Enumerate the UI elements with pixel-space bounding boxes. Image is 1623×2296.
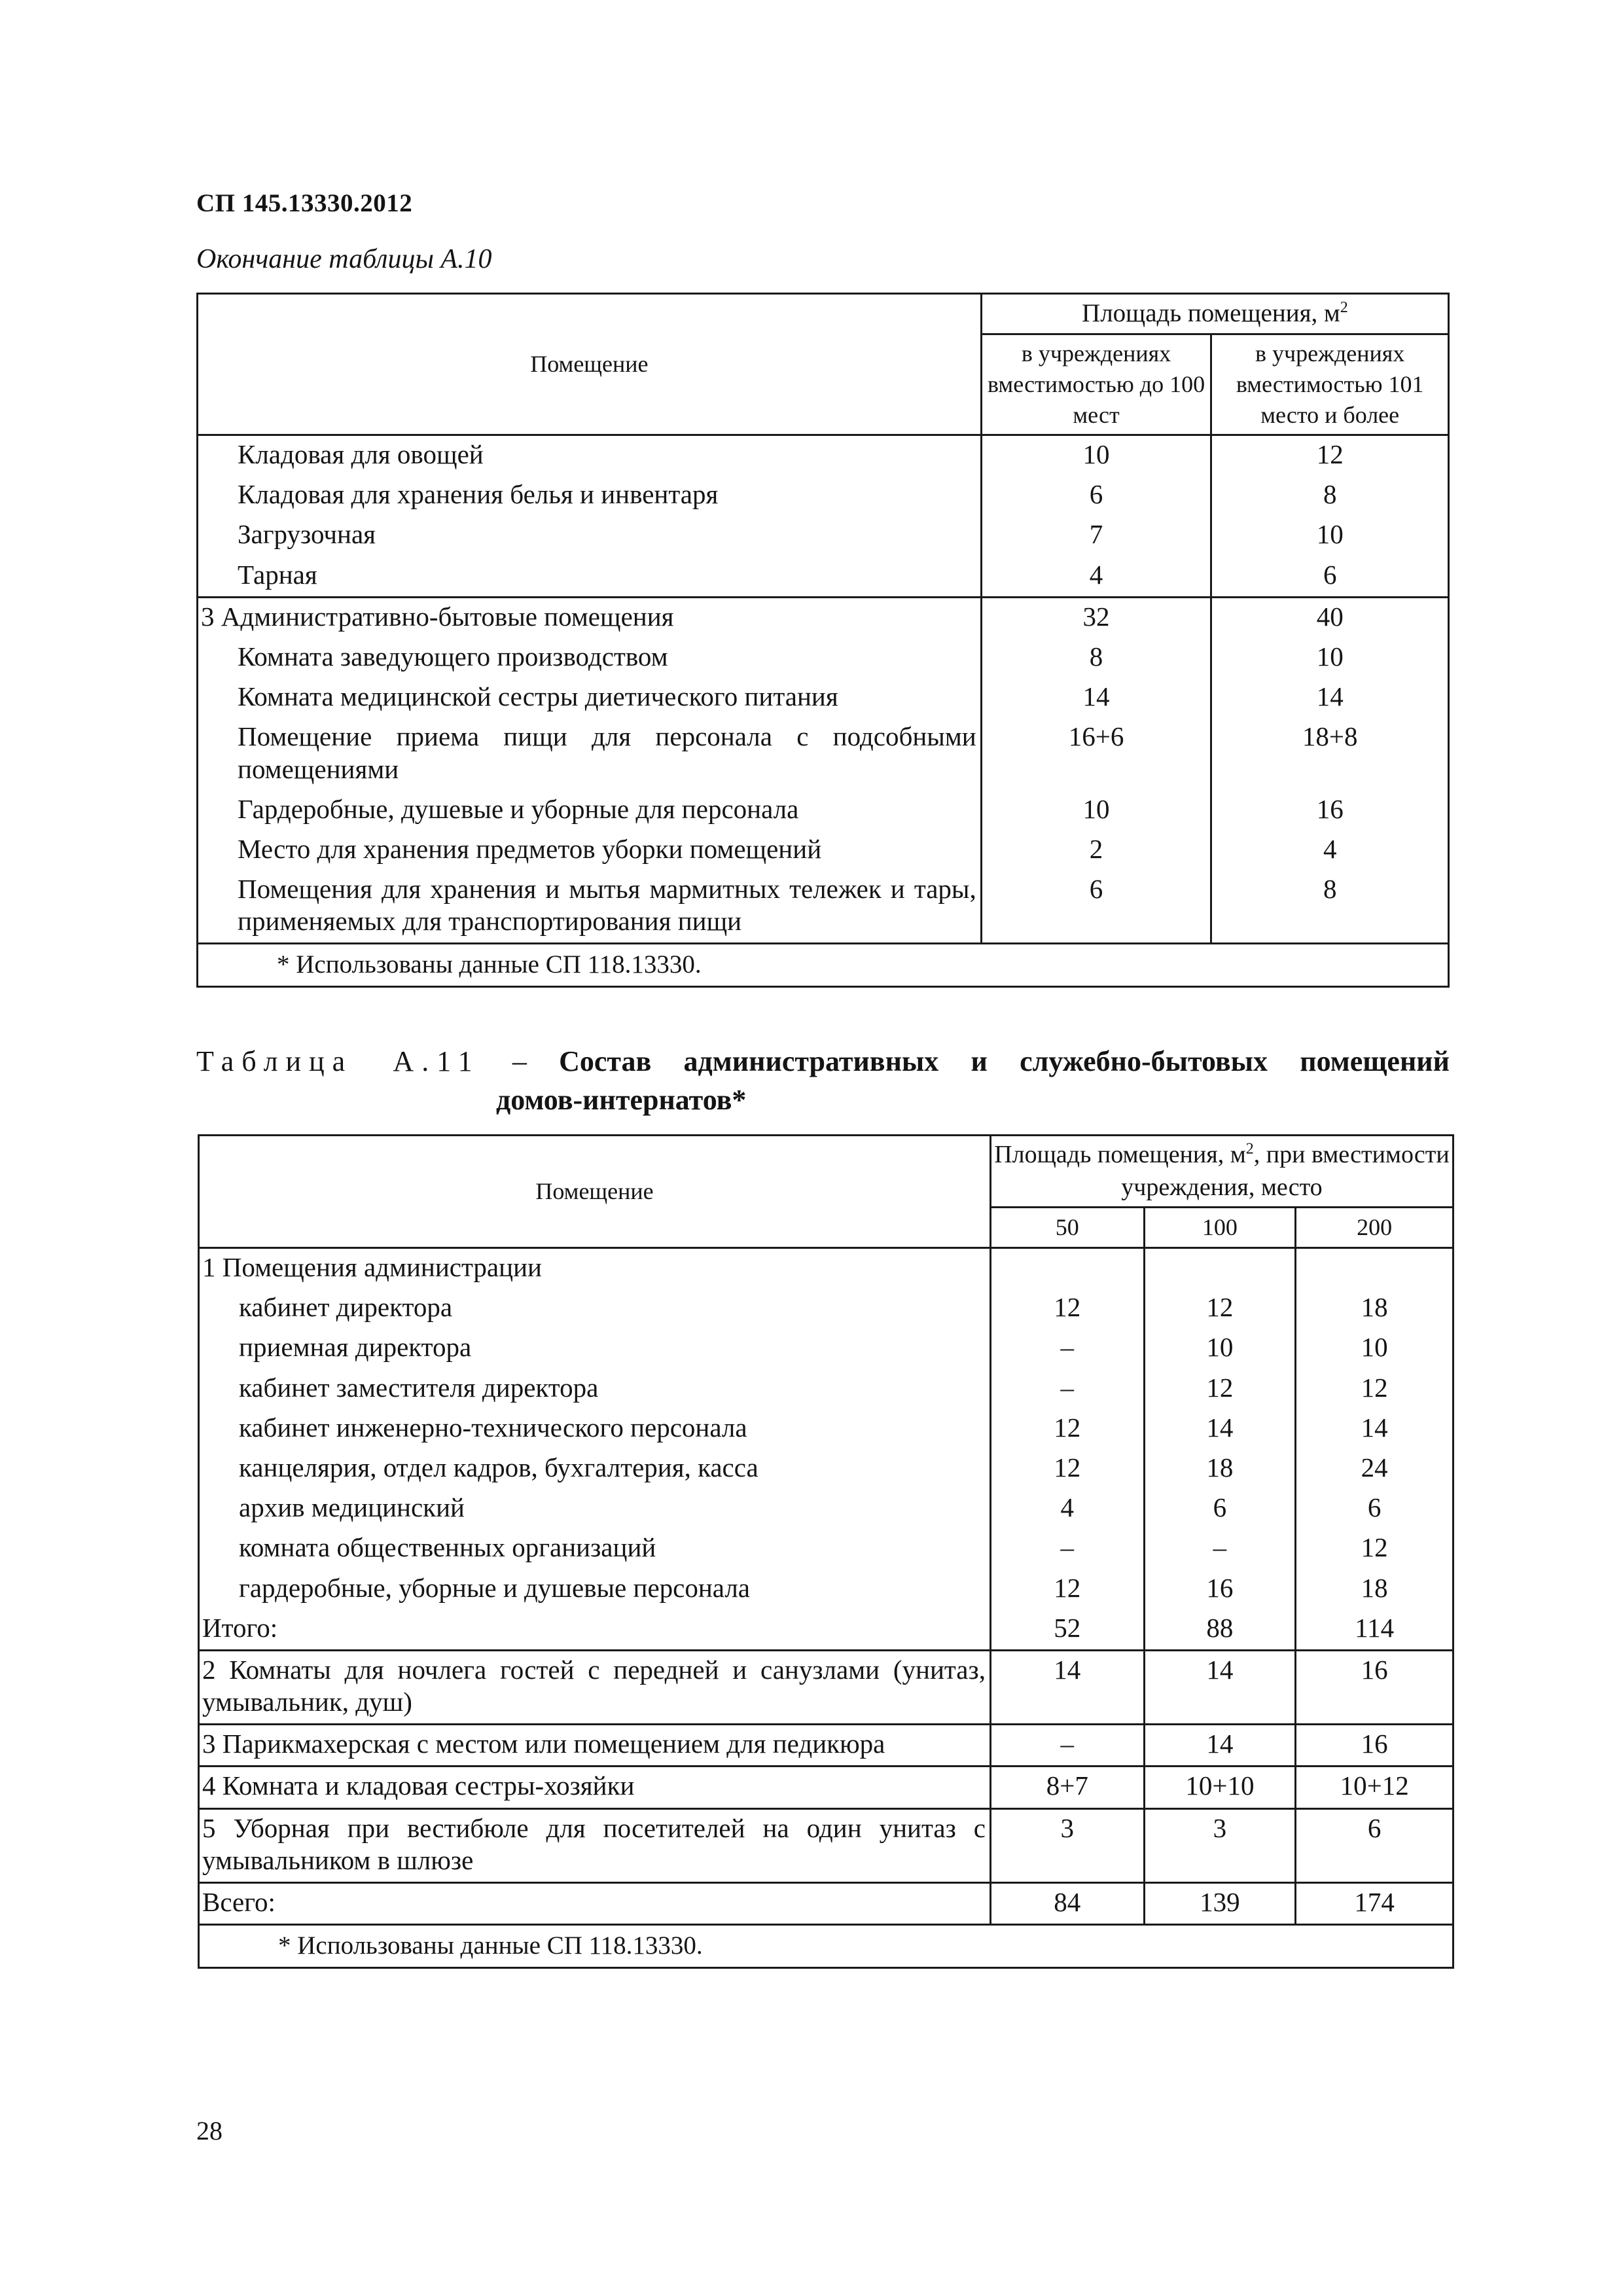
cell-large: 10: [1211, 638, 1449, 678]
table-row: [199, 1489, 1454, 1529]
table-a10: [196, 293, 1450, 988]
cell-50: 4: [990, 1489, 1144, 1529]
row-name: 5 Уборная при вестибюле для посетителей на один унитаз с умывальником в шлюзе: [199, 1808, 991, 1882]
header-room: Помещение: [198, 294, 982, 435]
row-name: 2 Комнаты для ночлега гостей с передней и санузлами (унитаз, умывальник, душ): [199, 1650, 991, 1724]
row-name: приемная директора: [199, 1329, 991, 1369]
row-name: Помещения для хранения и мытья мармитных тележек и тары, применяемых для транспортирования пищи: [198, 870, 982, 944]
header-area-group: Площадь помещения, $м^2$: [981, 294, 1448, 334]
table-row: [199, 1329, 1454, 1369]
cell-small: 10: [981, 435, 1211, 476]
cell-100: 10: [1144, 1329, 1296, 1369]
table-row: [198, 831, 1449, 870]
cell-small: 16+6: [981, 718, 1211, 790]
table-row: [198, 556, 1449, 598]
row-name: 3 Парикмахерская с местом или помещением для педикюра: [199, 1725, 991, 1767]
cell-small: 14: [981, 678, 1211, 718]
cell-50: –: [990, 1725, 1144, 1767]
row-name: Гардеробные, душевые и уборные для персонала: [198, 791, 982, 831]
cell-200: 18: [1296, 1570, 1454, 1609]
table-row: [199, 1369, 1454, 1409]
table-row: [199, 1248, 1454, 1289]
table-row: [199, 1529, 1454, 1569]
cell-100: 10+10: [1144, 1767, 1296, 1808]
table-footnote: * Использованы данные СП 118.13330.: [199, 1925, 1454, 1968]
cell-200: 12: [1296, 1529, 1454, 1569]
row-name: Место для хранения предметов уборки помещений: [198, 831, 982, 870]
cell-200: 10+12: [1296, 1767, 1454, 1808]
cell-100: 18: [1144, 1449, 1296, 1489]
cell-50: 12: [990, 1409, 1144, 1449]
header-capacity-50: 50: [990, 1208, 1144, 1248]
row-name: Итого:: [199, 1609, 991, 1651]
header-capacity-100: 100: [1144, 1208, 1296, 1248]
table-row: [199, 1570, 1454, 1609]
document-code: СП 145.13330.2012: [196, 189, 413, 217]
table-row: [198, 791, 1449, 831]
cell-50: 14: [990, 1650, 1144, 1724]
cell-50: –: [990, 1329, 1144, 1369]
table-row: [198, 597, 1449, 638]
table-row-subtotal: [199, 1609, 1454, 1651]
cell-50: 12: [990, 1570, 1144, 1609]
cell-large: 4: [1211, 831, 1449, 870]
row-name: Помещение приема пищи для персонала с подсобными помещениями: [198, 718, 982, 790]
cell-100: 88: [1144, 1609, 1296, 1651]
table-row: [198, 516, 1449, 556]
table-row: [198, 476, 1449, 516]
cell-50: –: [990, 1529, 1144, 1569]
row-name: 1 Помещения администрации: [199, 1248, 991, 1289]
cell-large: 12: [1211, 435, 1449, 476]
caption-title: Состав административных и служебно-бытовых помещений: [559, 1045, 1450, 1077]
table-row: [199, 1808, 1454, 1882]
cell-200: 114: [1296, 1609, 1454, 1651]
header-capacity-large: в учреждениях вместимостью 101 место и более: [1211, 334, 1449, 435]
cell-200: 16: [1296, 1650, 1454, 1724]
cell-large: 8: [1211, 870, 1449, 944]
header-room: Помещение: [199, 1136, 991, 1248]
table-row: [198, 435, 1449, 476]
cell-200: 12: [1296, 1369, 1454, 1409]
table-row: [199, 1650, 1454, 1724]
cell-large: 6: [1211, 556, 1449, 598]
cell-100: 14: [1144, 1725, 1296, 1767]
unit-superscript: 2: [1340, 299, 1348, 317]
table-row: [199, 1725, 1454, 1767]
cell-small: 10: [981, 791, 1211, 831]
caption-label: Таблица А.11: [196, 1045, 480, 1077]
cell-200: 6: [1296, 1489, 1454, 1529]
cell-50: 12: [990, 1289, 1144, 1329]
table-row: [199, 1289, 1454, 1329]
cell-large: 40: [1211, 597, 1449, 638]
cell-200: 6: [1296, 1808, 1454, 1882]
table-row: [198, 678, 1449, 718]
header-capacity-small: в учреждениях вместимостью до 100 мест: [981, 334, 1211, 435]
cell-50: –: [990, 1369, 1144, 1409]
row-name: Загрузочная: [198, 516, 982, 556]
row-name: архив медицинский: [199, 1489, 991, 1529]
page-number: 28: [196, 2116, 223, 2145]
row-name: кабинет директора: [199, 1289, 991, 1329]
table-row-total: [199, 1883, 1454, 1925]
header-area-group: Площадь помещения, $м^2$, при вместимости учреждения, место: [990, 1136, 1453, 1208]
row-name: Всего:: [199, 1883, 991, 1925]
cell-100: 3: [1144, 1808, 1296, 1882]
cell-100: 14: [1144, 1409, 1296, 1449]
cell-200: 10: [1296, 1329, 1454, 1369]
cell-100: 6: [1144, 1489, 1296, 1529]
cell-small: 32: [981, 597, 1211, 638]
cell-small: 8: [981, 638, 1211, 678]
row-name: кабинет заместителя директора: [199, 1369, 991, 1409]
row-name: гардеробные, уборные и душевые персонала: [199, 1570, 991, 1609]
cell-small: 4: [981, 556, 1211, 598]
cell-small: 6: [981, 476, 1211, 516]
cell-200: 16: [1296, 1725, 1454, 1767]
row-name: Комната заведующего производством: [198, 638, 982, 678]
row-name: Кладовая для хранения белья и инвентаря: [198, 476, 982, 516]
cell-50: 3: [990, 1808, 1144, 1882]
caption-dash: –: [480, 1045, 560, 1077]
cell-small: 2: [981, 831, 1211, 870]
cell-200: 174: [1296, 1883, 1454, 1925]
table-footnote: * Использованы данные СП 118.13330.: [198, 944, 1449, 987]
row-name: Кладовая для овощей: [198, 435, 982, 476]
unit-superscript: 2: [1245, 1140, 1254, 1158]
cell-small: 7: [981, 516, 1211, 556]
cell-100: [1144, 1248, 1296, 1289]
cell-200: 14: [1296, 1409, 1454, 1449]
cell-small: 6: [981, 870, 1211, 944]
row-name: Комната медицинской сестры диетического питания: [198, 678, 982, 718]
table-caption: [196, 1042, 1450, 1120]
cell-100: –: [1144, 1529, 1296, 1569]
caption-title-continued: домов-интернатов*: [496, 1084, 747, 1117]
table-row: [199, 1409, 1454, 1449]
cell-100: 16: [1144, 1570, 1296, 1609]
table-row: [199, 1767, 1454, 1808]
row-name: канцелярия, отдел кадров, бухгалтерия, касса: [199, 1449, 991, 1489]
cell-50: 52: [990, 1609, 1144, 1651]
cell-100: 12: [1144, 1289, 1296, 1329]
table-row: [198, 638, 1449, 678]
cell-200: [1296, 1248, 1454, 1289]
table-row: [198, 870, 1449, 944]
cell-large: 8: [1211, 476, 1449, 516]
cell-50: 8+7: [990, 1767, 1144, 1808]
cell-100: 139: [1144, 1883, 1296, 1925]
row-name: 4 Комната и кладовая сестры-хозяйки: [199, 1767, 991, 1808]
cell-100: 12: [1144, 1369, 1296, 1409]
cell-100: 14: [1144, 1650, 1296, 1724]
cell-50: [990, 1248, 1144, 1289]
table-a11: [198, 1134, 1454, 1969]
table-continuation-label: Окончание таблицы А.10: [196, 244, 492, 274]
row-name: 3 Административно-бытовые помещения: [198, 597, 982, 638]
cell-large: 18+8: [1211, 718, 1449, 790]
cell-50: 12: [990, 1449, 1144, 1489]
cell-large: 10: [1211, 516, 1449, 556]
row-name: кабинет инженерно-технического персонала: [199, 1409, 991, 1449]
row-name: Тарная: [198, 556, 982, 598]
table-row: [198, 718, 1449, 790]
table-row: [199, 1449, 1454, 1489]
row-name: комната общественных организаций: [199, 1529, 991, 1569]
header-capacity-200: 200: [1296, 1208, 1454, 1248]
cell-200: 18: [1296, 1289, 1454, 1329]
cell-large: 14: [1211, 678, 1449, 718]
cell-50: 84: [990, 1883, 1144, 1925]
cell-large: 16: [1211, 791, 1449, 831]
cell-200: 24: [1296, 1449, 1454, 1489]
